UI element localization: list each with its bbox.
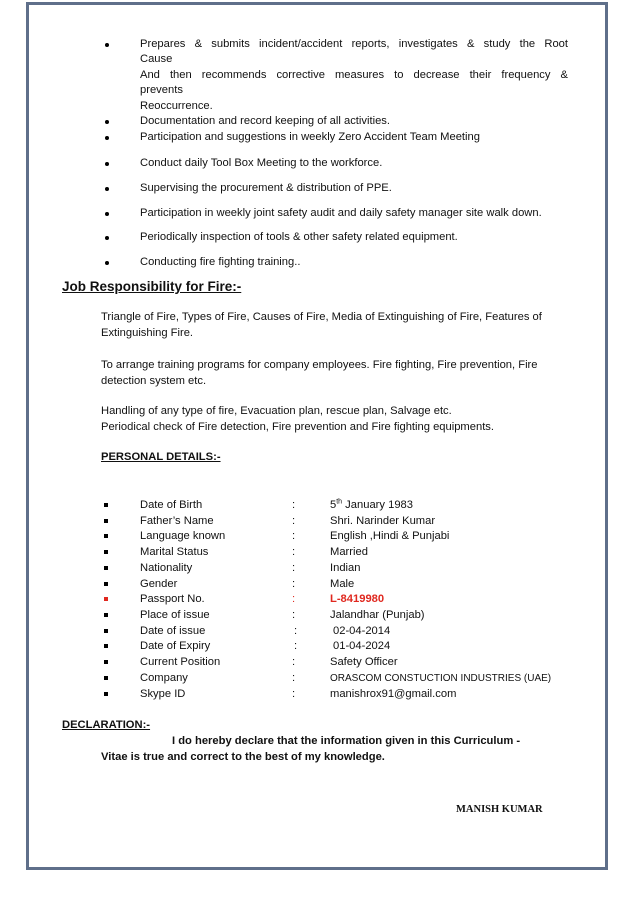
detail-label: Date of Expiry (140, 640, 211, 652)
detail-separator: : (294, 625, 298, 637)
square-bullet-icon (104, 519, 108, 523)
square-bullet-icon (104, 597, 108, 601)
list-item: Conducting fire fighting training.. (140, 256, 301, 268)
fire-paragraph-line: Periodical check of Fire detection, Fire prevention and Fire fighting equipments. (101, 421, 495, 433)
square-bullet-icon (104, 582, 108, 586)
detail-separator: : (292, 530, 296, 542)
detail-label: Current Position (140, 656, 221, 668)
detail-value: 02-04-2014 (333, 625, 391, 637)
bullet-icon (105, 236, 109, 240)
detail-label: Date of issue (140, 625, 206, 637)
list-item: Participation in weekly joint safety audit and daily safety manager site walk down. (140, 207, 542, 219)
detail-label: Nationality (140, 562, 193, 574)
list-item: Conduct daily Tool Box Meeting to the workforce. (140, 157, 383, 169)
fire-paragraph-line: Triangle of Fire, Types of Fire, Causes of Fire, Media of Extinguishing of Fire, Features of (101, 311, 542, 323)
detail-label: Marital Status (140, 546, 209, 558)
detail-value: Jalandhar (Punjab) (330, 609, 425, 621)
detail-label: Place of issue (140, 609, 210, 621)
declaration-heading: DECLARATION:- (62, 719, 151, 731)
detail-separator: : (292, 578, 296, 590)
detail-separator: : (292, 515, 296, 527)
list-item: Documentation and record keeping of all activities. (140, 115, 390, 127)
bullet-icon (105, 43, 109, 47)
detail-value: Shri. Narinder Kumar (330, 515, 436, 527)
bullet-icon (105, 187, 109, 191)
detail-value: 01-04-2024 (333, 640, 391, 652)
fire-paragraph-line: detection system etc. (101, 375, 207, 387)
detail-value: ORASCOM CONSTUCTION INDUSTRIES (UAE) (330, 673, 552, 684)
detail-separator: : (292, 562, 296, 574)
declaration-line: Vitae is true and correct to the best of my knowledge. (101, 751, 385, 763)
square-bullet-icon (104, 566, 108, 570)
personal-details-heading: PERSONAL DETAILS:- (101, 451, 221, 463)
detail-label: Date of Birth (140, 499, 203, 511)
fire-section-heading: Job Responsibility for Fire:- (62, 279, 242, 294)
bullet-icon (105, 120, 109, 124)
detail-separator: : (292, 688, 296, 700)
detail-label: Skype ID (140, 688, 186, 700)
list-item: Participation and suggestions in weekly Zero Accident Team Meeting (140, 131, 480, 143)
passport-number: L-8419980 (330, 593, 385, 605)
skype-id: manishrox91@gmail.com (330, 688, 457, 700)
list-item: Supervising the procurement & distribution of PPE. (140, 182, 392, 194)
detail-value: Married (330, 546, 368, 558)
square-bullet-icon (104, 660, 108, 664)
square-bullet-icon (104, 629, 108, 633)
detail-value: English ,Hindi & Punjabi (330, 530, 450, 542)
fire-paragraph-line: Extinguishing Fire. (101, 327, 194, 339)
detail-value: 5th January 1983 (330, 498, 413, 511)
list-item-continuation: Reoccurrence. (140, 100, 213, 112)
detail-label: Passport No. (140, 593, 205, 605)
square-bullet-icon (104, 644, 108, 648)
detail-label: Company (140, 672, 188, 684)
square-bullet-icon (104, 692, 108, 696)
square-bullet-icon (104, 613, 108, 617)
square-bullet-icon (104, 676, 108, 680)
fire-paragraph-line: Handling of any type of fire, Evacuation plan, rescue plan, Salvage etc. (101, 405, 452, 417)
square-bullet-icon (104, 503, 108, 507)
bullet-icon (105, 261, 109, 265)
detail-separator: : (292, 593, 296, 605)
bullet-icon (105, 136, 109, 140)
detail-value: Safety Officer (330, 656, 398, 668)
declaration-line: I do hereby declare that the information given in this Curriculum - (172, 735, 521, 747)
bullet-icon (105, 162, 109, 166)
detail-separator: : (294, 640, 298, 652)
detail-value: Male (330, 578, 355, 590)
list-item-continuation: Cause (140, 53, 173, 65)
detail-label: Gender (140, 578, 178, 590)
detail-value: Indian (330, 562, 361, 574)
list-item-continuation: prevents (140, 84, 183, 96)
detail-separator: : (292, 546, 296, 558)
square-bullet-icon (104, 534, 108, 538)
detail-separator: : (292, 609, 296, 621)
detail-label: Father’s Name (140, 515, 214, 527)
fire-paragraph-line: To arrange training programs for company employees. Fire fighting, Fire prevention, Fire (101, 359, 538, 371)
detail-separator: : (292, 672, 296, 684)
list-item: Prepares & submits incident/accident reports, investigates & study the Root (140, 38, 568, 50)
detail-label: Language known (140, 530, 226, 542)
detail-separator: : (292, 656, 296, 668)
square-bullet-icon (104, 550, 108, 554)
list-item-continuation: And then recommends corrective measures to decrease their frequency & (140, 69, 568, 81)
list-item: Periodically inspection of tools & other safety related equipment. (140, 231, 458, 243)
signature-name: MANISH KUMAR (456, 804, 543, 815)
detail-separator: : (292, 499, 296, 511)
bullet-icon (105, 212, 109, 216)
